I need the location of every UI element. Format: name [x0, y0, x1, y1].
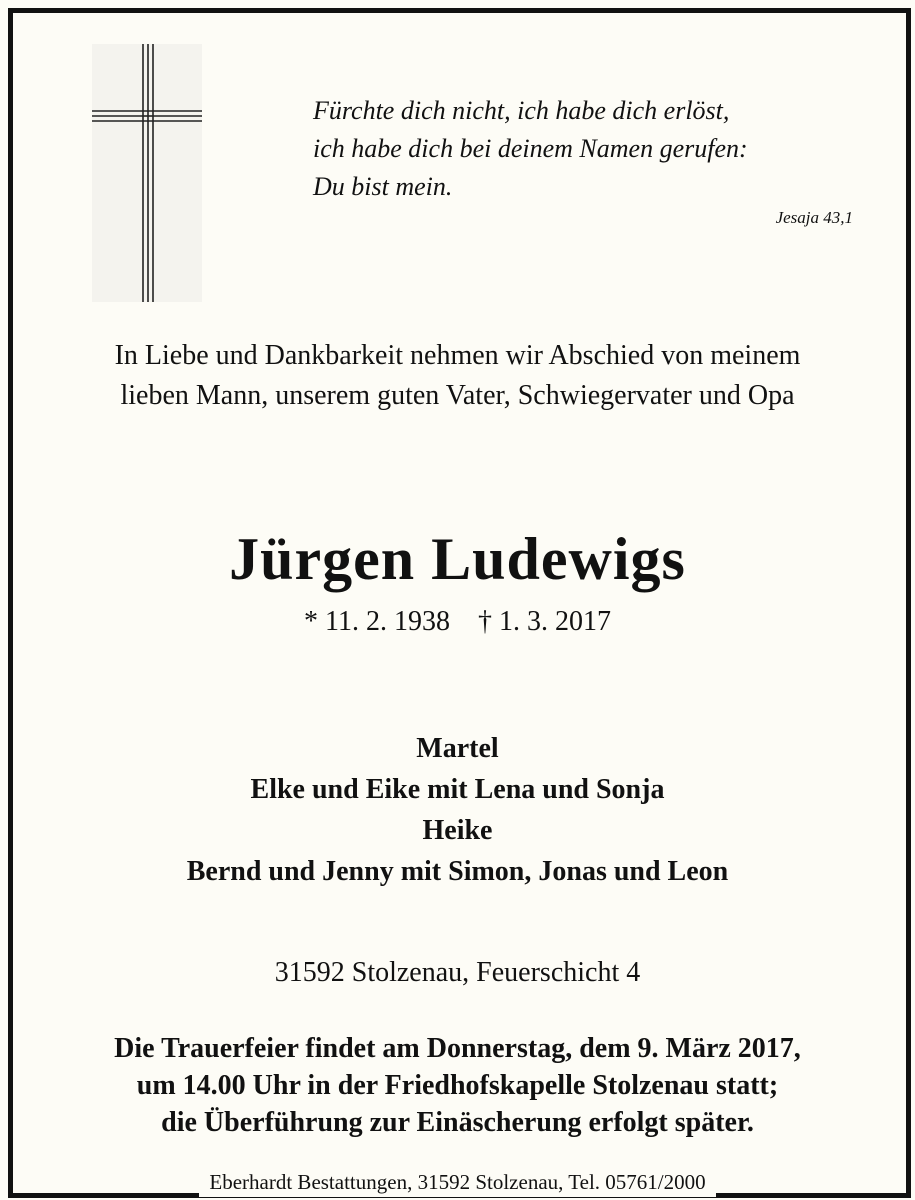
- funeral-service-info: [0, 1030, 915, 1141]
- deceased-name: Jürgen Ludewigs: [229, 526, 686, 592]
- verse-line-1: Fürchte dich nicht, ich habe dich erlöst,: [313, 96, 730, 125]
- intro-line-2: lieben Mann, unserem guten Vater, Schwiegervater und Opa: [120, 380, 795, 411]
- family-member-line: Martel: [416, 733, 499, 764]
- verse-line-3: Du bist mein.: [313, 172, 453, 201]
- service-line-1: Die Trauerfeier findet am Donnerstag, dem 9. März 2017,: [114, 1033, 801, 1064]
- bible-verse: [313, 92, 853, 206]
- intro-text: [0, 336, 915, 416]
- cross-icon: [92, 44, 202, 302]
- family-member-line: Heike: [422, 815, 493, 846]
- family-member-line: Elke und Eike mit Lena und Sonja: [250, 774, 665, 805]
- family-address: 31592 Stolzenau, Feuerschicht 4: [274, 957, 641, 988]
- intro-line-1: In Liebe und Dankbarkeit nehmen wir Abschied von meinem: [114, 340, 801, 371]
- family-member-line: Bernd und Jenny mit Simon, Jonas und Leon: [186, 856, 729, 887]
- verse-reference: Jesaja 43,1: [775, 208, 853, 227]
- life-dates: * 11. 2. 1938 † 1. 3. 2017: [304, 606, 611, 637]
- service-line-3: die Überführung zur Einäscherung erfolgt später.: [161, 1107, 754, 1138]
- funeral-home-text: Eberhardt Bestattungen, 31592 Stolzenau, Tel. 05761/2000: [199, 1167, 715, 1197]
- service-line-2: um 14.00 Uhr in der Friedhofskapelle Stolzenau statt;: [136, 1070, 779, 1101]
- funeral-home-footer: [0, 1167, 915, 1197]
- verse-line-2: ich habe dich bei deinem Namen gerufen:: [313, 134, 748, 163]
- family-list: [0, 728, 915, 892]
